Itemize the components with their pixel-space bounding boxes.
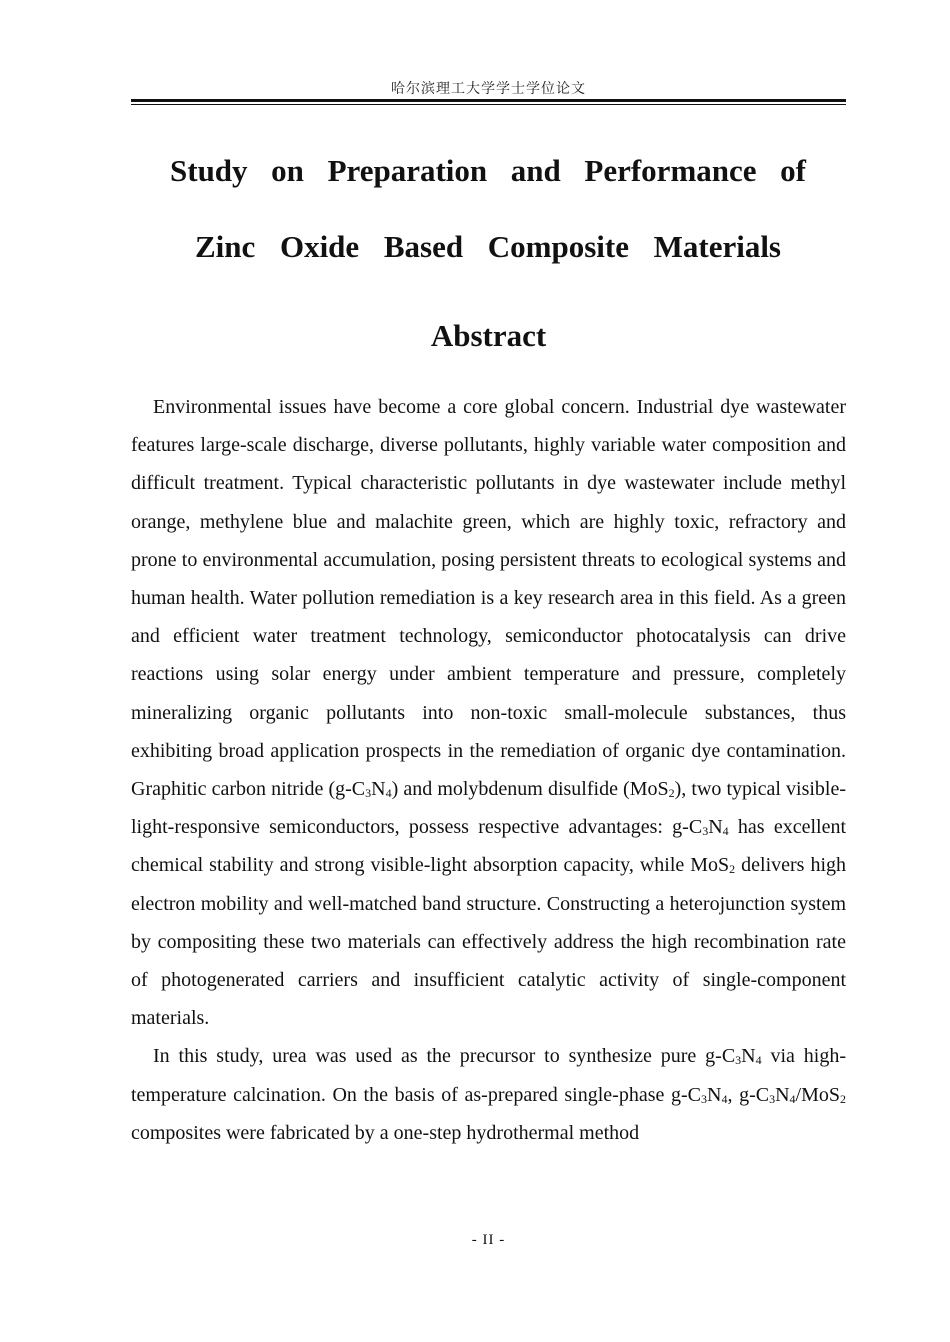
p1-sub-3: 2 bbox=[668, 786, 675, 801]
p2-sub-6: 4 bbox=[789, 1091, 796, 1106]
p2-text-3: via high-temperature calcination. On the basis of as-prepared single-phase g-C bbox=[131, 1045, 847, 1106]
abstract-heading: Abstract bbox=[430, 318, 547, 353]
p1-sub-4: 3 bbox=[702, 824, 709, 839]
thesis-title-line-1: Study on Preparation and Performance of bbox=[170, 153, 806, 188]
p2-text-5: , g-C bbox=[727, 1083, 770, 1106]
page-number: - II - bbox=[471, 1232, 506, 1248]
p2-sub-7: 2 bbox=[840, 1091, 846, 1106]
p1-sub-5: 4 bbox=[722, 824, 729, 839]
p2-text-1: In this study, urea was used as the precursor to synthesize pure g-C bbox=[153, 1045, 736, 1068]
p2-text-8: composites were fabricated by a one-step hydrothermal method bbox=[131, 1121, 640, 1144]
p1-text-7: delivers high electron mobility and well-matched band structure. Constructing a heterojunction system by compositing these two materials can effectively address the high recombination rate of photogenerated carriers and insufficient catalytic activity of single-component materials. bbox=[131, 854, 846, 1030]
p1-text-2: N bbox=[371, 778, 386, 801]
p2-text-7: /MoS bbox=[795, 1083, 840, 1106]
p1-sub-6: 2 bbox=[729, 862, 736, 877]
thesis-title-line-2: Zinc Oxide Based Composite Materials bbox=[195, 229, 781, 264]
p1-text-5: N bbox=[708, 816, 723, 839]
p2-text-6: N bbox=[775, 1083, 790, 1106]
p2-sub-5: 3 bbox=[769, 1091, 776, 1106]
running-header: 哈尔滨理工大学学士学位论文 bbox=[391, 81, 586, 97]
p2-text-2: N bbox=[741, 1045, 756, 1068]
p1-text-6: has excellent chemical stability and strong visible-light absorption capacity, while MoS bbox=[131, 816, 847, 877]
p1-sub-1: 3 bbox=[365, 786, 372, 801]
p2-sub-1: 3 bbox=[735, 1053, 742, 1068]
p2-sub-4: 4 bbox=[721, 1091, 728, 1106]
abstract-body bbox=[131, 388, 846, 1152]
p2-sub-2: 4 bbox=[755, 1053, 762, 1068]
p1-text-3: ) and molybdenum disulfide (MoS bbox=[391, 778, 669, 801]
p2-sub-3: 3 bbox=[701, 1091, 707, 1106]
header-rule-thick bbox=[131, 99, 846, 102]
p1-text-4: ), two typical visible-light-responsive semiconductors, possess respective advantages: g-C bbox=[131, 778, 847, 839]
p1-text-1: Environmental issues have become a core global concern. Industrial dye wastewater features large-scale discharge, diverse pollutants, highly variable water composition and difficult treatment. Typical characteristic pollutants in dye wastewater include methyl orange, methylene blue and malachite green, which are highly toxic, refractory and prone to environmental accumulation, posing persistent threats to ecological systems and human health. Water pollution remediation is a key research area in this field. As a green and efficient water treatment technology, semiconductor photocatalysis can drive reactions using solar energy under ambient temperature and pressure, completely mineralizing organic pollutants into non-toxic small-molecule substances, thus exhibiting broad application prospects in the remediation of organic dye contamination. Graphitic carbon nitride (g-C bbox=[131, 396, 846, 801]
p2-text-4: N bbox=[707, 1083, 722, 1106]
abstract-paragraph-2 bbox=[131, 1037, 846, 1152]
p1-sub-2: 4 bbox=[385, 786, 392, 801]
abstract-paragraph-1 bbox=[131, 388, 846, 1037]
header-rule-thin bbox=[131, 104, 846, 105]
